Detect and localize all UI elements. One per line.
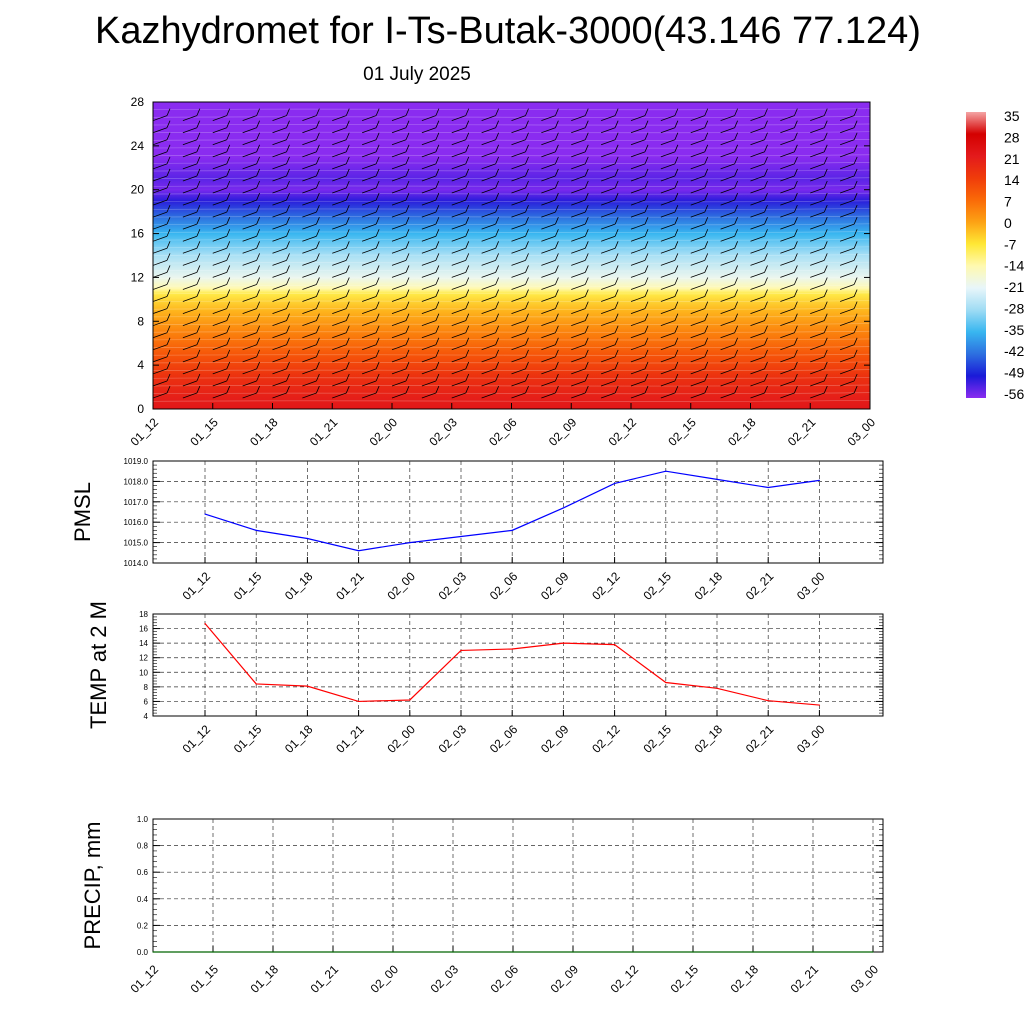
data-point xyxy=(716,479,717,480)
data-point xyxy=(692,951,693,952)
wind-barb xyxy=(870,212,884,217)
y-tick-label: 20 xyxy=(130,182,144,197)
x-tick-label: 02_06 xyxy=(486,415,520,449)
x-tick-label: 02_06 xyxy=(486,569,521,603)
wind-barb xyxy=(870,333,884,338)
data-point xyxy=(392,951,393,952)
y-axis-label: TEMP at 2 M xyxy=(86,601,111,729)
x-tick-label: 02_03 xyxy=(427,962,462,996)
x-tick-label: 01_15 xyxy=(230,569,265,603)
data-point xyxy=(460,650,461,651)
wind-barb xyxy=(870,236,884,241)
data-point xyxy=(752,951,753,952)
x-tick-label: 02_06 xyxy=(486,722,521,756)
wind-barb-flag xyxy=(884,290,887,297)
y-tick-label: 0.8 xyxy=(136,841,148,851)
data-point xyxy=(409,699,410,700)
x-tick-label: 03_00 xyxy=(847,962,882,996)
x-tick-label: 02_18 xyxy=(725,415,759,449)
y-tick-label: 0.0 xyxy=(136,948,148,957)
x-tick-label: 01_21 xyxy=(307,962,342,996)
x-tick-label: 02_00 xyxy=(384,722,418,756)
y-tick-label: 1018.0 xyxy=(123,477,148,487)
y-tick-label: 4 xyxy=(137,358,144,373)
x-tick-label: 03_00 xyxy=(794,722,828,756)
x-tick-label: 02_18 xyxy=(691,569,726,603)
y-tick-label: 12 xyxy=(130,270,144,285)
data-point xyxy=(768,700,769,701)
wind-barb xyxy=(870,369,884,374)
x-tick-label: 02_21 xyxy=(742,722,777,756)
x-tick-label: 02_21 xyxy=(784,415,819,449)
colorbar-label: -56 xyxy=(1004,386,1024,402)
wind-barb xyxy=(870,116,884,121)
y-tick-label: 1014.0 xyxy=(123,559,148,568)
wind-barb-flag xyxy=(884,326,887,333)
data-point xyxy=(614,644,615,645)
wind-barb-flag xyxy=(884,277,887,284)
temp-2m-panel xyxy=(86,601,883,756)
data-point xyxy=(512,648,513,649)
x-tick-label: 01_21 xyxy=(333,722,367,756)
y-tick-label: 1017.0 xyxy=(123,497,148,507)
y-tick-label: 1019.0 xyxy=(123,457,148,466)
data-point xyxy=(204,513,205,514)
x-tick-label: 02_15 xyxy=(640,569,674,603)
y-axis-label: PRECIP, mm xyxy=(80,821,105,950)
data-point xyxy=(563,507,564,508)
data-point xyxy=(512,530,513,531)
y-tick-label: 28 xyxy=(130,95,144,109)
y-tick-label: 10 xyxy=(139,668,148,678)
precip-panel xyxy=(80,815,883,996)
data-point xyxy=(819,704,820,705)
x-tick-label: 02_12 xyxy=(607,962,642,996)
panel-frame xyxy=(153,461,883,563)
colorbar-label: -21 xyxy=(1004,279,1024,296)
y-tick-label: 6 xyxy=(143,697,148,707)
x-tick-label: 01_12 xyxy=(127,962,162,996)
colorbar-label: 7 xyxy=(1004,193,1012,210)
colorbar-label: 0 xyxy=(1004,214,1012,231)
wind-barb xyxy=(870,381,884,386)
x-tick-label: 02_09 xyxy=(545,415,580,449)
x-tick-label: 02_21 xyxy=(787,962,822,996)
colorbar-label: -28 xyxy=(1004,300,1024,317)
x-tick-label: 02_18 xyxy=(727,962,762,996)
vertical-profile-panel xyxy=(128,95,887,449)
colorbar-label: -42 xyxy=(1004,343,1024,360)
x-tick-label: 02_09 xyxy=(538,569,572,603)
wind-barb-flag xyxy=(884,386,887,393)
data-point xyxy=(152,951,153,952)
data-point xyxy=(358,701,359,702)
wind-barb xyxy=(870,188,884,193)
y-tick-label: 18 xyxy=(139,610,148,619)
wind-barb-flag xyxy=(884,169,887,176)
data-point xyxy=(409,542,410,543)
pmsl-panel xyxy=(70,457,883,603)
x-tick-label: 02_15 xyxy=(665,415,699,449)
x-tick-label: 01_21 xyxy=(306,415,341,449)
wind-barb-flag xyxy=(884,229,887,236)
wind-barb-flag xyxy=(884,253,887,260)
wind-barb-flag xyxy=(884,217,887,224)
wind-barb xyxy=(870,176,884,181)
y-tick-label: 8 xyxy=(137,314,144,329)
data-point xyxy=(332,951,333,952)
x-tick-label: 03_00 xyxy=(844,415,879,449)
data-point xyxy=(256,683,257,684)
y-tick-label: 12 xyxy=(139,653,148,663)
y-tick-label: 8 xyxy=(143,682,148,692)
colorbar-label: -7 xyxy=(1004,236,1017,253)
data-point xyxy=(665,471,666,472)
colorbar-label: 21 xyxy=(1004,150,1020,167)
wind-barb xyxy=(870,224,884,229)
wind-barb xyxy=(870,164,884,169)
wind-barb-flag xyxy=(884,193,887,200)
data-point xyxy=(204,623,205,624)
colorbar-label: -35 xyxy=(1004,321,1024,338)
wind-barb xyxy=(870,393,884,398)
colorbar xyxy=(966,108,1024,402)
wind-barb-flag xyxy=(884,265,887,272)
x-tick-label: 03_00 xyxy=(794,569,828,603)
y-tick-label: 0.2 xyxy=(136,921,148,931)
wind-barb xyxy=(870,140,884,145)
x-tick-label: 01_15 xyxy=(230,722,265,756)
wind-barb xyxy=(870,309,884,314)
x-tick-label: 01_15 xyxy=(187,962,222,996)
colorbar-label: -49 xyxy=(1004,364,1024,381)
colorbar-label: 35 xyxy=(1004,108,1020,124)
colorbar-strip xyxy=(966,112,986,398)
wind-barb-flag xyxy=(884,338,887,345)
wind-barb xyxy=(870,128,884,133)
x-tick-label: 02_00 xyxy=(384,569,418,603)
x-tick-label: 02_12 xyxy=(605,415,640,449)
wind-barb xyxy=(870,200,884,205)
colorbar-label: 14 xyxy=(1004,172,1020,189)
x-tick-label: 02_03 xyxy=(435,569,470,603)
y-tick-label: 16 xyxy=(139,624,148,634)
x-tick-label: 02_00 xyxy=(367,962,402,996)
data-point xyxy=(614,483,615,484)
wind-barb xyxy=(870,284,884,289)
wind-barb xyxy=(870,357,884,362)
x-tick-label: 02_15 xyxy=(667,962,702,996)
x-tick-label: 02_03 xyxy=(435,722,470,756)
wind-barb-flag xyxy=(884,374,887,381)
data-point xyxy=(768,487,769,488)
data-point xyxy=(716,688,717,689)
wind-barb xyxy=(870,260,884,265)
x-tick-label: 02_12 xyxy=(589,722,623,756)
panel-frame xyxy=(153,819,883,952)
wind-barb-flag xyxy=(884,205,887,212)
x-tick-label: 01_18 xyxy=(282,569,316,603)
wind-barb-flag xyxy=(884,133,887,140)
data-point xyxy=(272,951,273,952)
data-point xyxy=(563,643,564,644)
wind-barb-flag xyxy=(884,362,887,369)
x-tick-label: 02_18 xyxy=(691,722,726,756)
y-tick-label: 4 xyxy=(143,712,148,721)
colorbar-label: 28 xyxy=(1004,129,1020,146)
wind-barb-flag xyxy=(884,350,887,357)
wind-barb xyxy=(870,345,884,350)
x-tick-label: 02_15 xyxy=(640,722,674,756)
x-tick-label: 02_09 xyxy=(547,962,582,996)
wind-barb-flag xyxy=(884,314,887,321)
data-point xyxy=(572,951,573,952)
x-tick-label: 02_21 xyxy=(742,569,777,603)
data-point xyxy=(358,550,359,551)
wind-barb xyxy=(870,321,884,326)
x-tick-label: 01_12 xyxy=(127,415,162,449)
data-point xyxy=(256,530,257,531)
data-point xyxy=(307,686,308,687)
x-tick-label: 02_00 xyxy=(366,415,401,449)
y-tick-label: 1015.0 xyxy=(123,538,148,548)
x-tick-label: 02_06 xyxy=(487,962,522,996)
wind-barb xyxy=(870,152,884,157)
data-point xyxy=(665,682,666,683)
data-point xyxy=(212,951,213,952)
data-point xyxy=(460,536,461,537)
x-tick-label: 01_12 xyxy=(179,569,214,603)
wind-barb-flag xyxy=(884,302,887,309)
page-title: Kazhydromet for I-Ts-Butak-3000(43.146 77.124) xyxy=(95,10,921,52)
data-point xyxy=(307,538,308,539)
y-tick-label: 0.6 xyxy=(136,868,148,878)
chart-date: 01 July 2025 xyxy=(363,64,471,85)
data-point xyxy=(512,951,513,952)
x-tick-label: 02_09 xyxy=(538,722,572,756)
y-tick-label: 1.0 xyxy=(136,815,148,824)
x-tick-label: 01_18 xyxy=(247,415,281,449)
wind-barb-flag xyxy=(884,145,887,152)
y-tick-label: 24 xyxy=(130,138,144,153)
x-tick-label: 01_12 xyxy=(179,722,214,756)
colorbar-label: -14 xyxy=(1004,257,1024,274)
wind-barb-flag xyxy=(884,181,887,188)
x-tick-label: 01_15 xyxy=(187,415,221,449)
x-tick-label: 02_12 xyxy=(589,569,623,603)
y-tick-label: 0.4 xyxy=(136,894,148,904)
wind-barb xyxy=(870,272,884,277)
wind-barb-flag xyxy=(884,241,887,248)
y-tick-label: 14 xyxy=(139,639,148,649)
wind-barb xyxy=(870,248,884,253)
data-point xyxy=(872,951,873,952)
x-tick-label: 02_03 xyxy=(426,415,460,449)
wind-barb-flag xyxy=(884,109,887,116)
data-point xyxy=(819,480,820,481)
data-point xyxy=(452,951,453,952)
wind-barb xyxy=(870,297,884,302)
data-point xyxy=(632,951,633,952)
x-tick-label: 01_18 xyxy=(247,962,282,996)
y-tick-label: 1016.0 xyxy=(123,518,148,528)
x-tick-label: 01_18 xyxy=(282,722,316,756)
wind-barb-flag xyxy=(884,121,887,128)
y-tick-label: 16 xyxy=(130,226,144,241)
wind-barb-flag xyxy=(884,157,887,164)
y-axis-label: PMSL xyxy=(70,482,95,542)
y-tick-label: 0 xyxy=(137,402,144,416)
data-point xyxy=(812,951,813,952)
x-tick-label: 01_21 xyxy=(333,569,367,603)
